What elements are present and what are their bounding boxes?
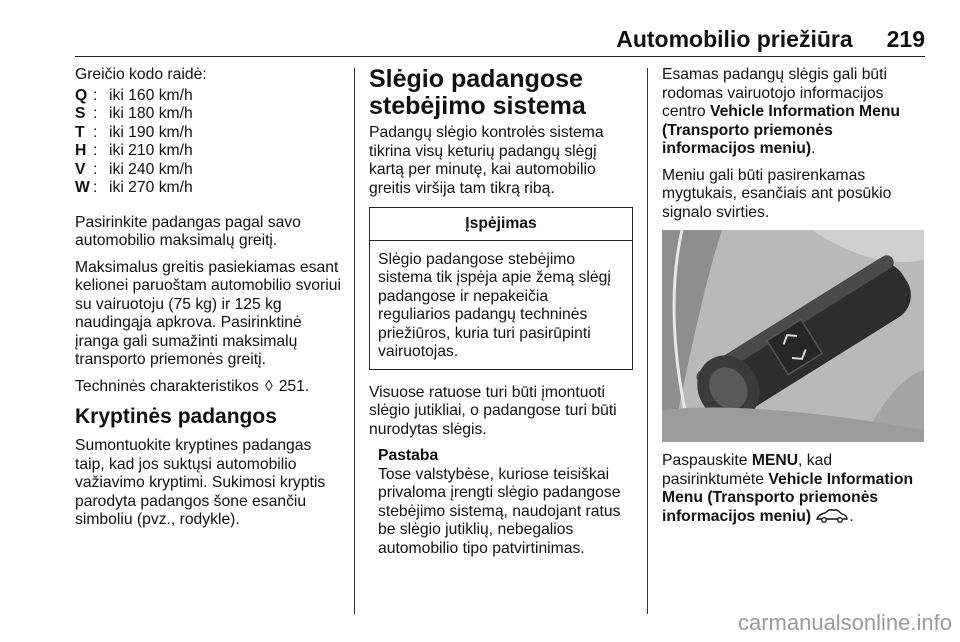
speed-intro: Greičio kodo raidė: (75, 66, 207, 83)
page-header (0, 26, 925, 53)
speed-code: S (75, 105, 86, 122)
page-reference-icon: ◊ (264, 377, 273, 395)
menu-name: Vehicle Information Menu (Transporto priemonės informacijos meniu) (662, 470, 914, 525)
speed-code-row: V : iki 240 km/h (75, 160, 193, 178)
speed-code-row: H : iki 210 km/h (75, 142, 193, 159)
menu-name: Vehicle Information Menu (Transporto priemonės informacijos meniu) (662, 103, 900, 157)
column-divider-1 (354, 68, 355, 614)
warning-box (369, 207, 633, 370)
speed-value: iki 190 km/h (109, 123, 193, 141)
page-reference-link[interactable]: 251. (278, 377, 310, 395)
speed-value: iki 210 km/h (109, 142, 193, 159)
paragraph-max-speed: Maksimalus greitis pasiekiamas esant kelionei paruoštam automobilio svoriui su vairuotoju (75 kg) ir 125 kg naudingąja apkrova. Pasirinktinė įranga gali sumažinti maksimalų transporto priemonės greitį. (75, 258, 341, 368)
column-3 (662, 66, 930, 534)
turn-signal-stalk-photo (662, 230, 924, 442)
speed-code-list (75, 87, 345, 198)
car-icon (815, 509, 849, 523)
paragraph-dic: Esamas padangų slėgis gali būti rodomas vairuotojo informacijos centro Vehicle Information Menu (Transporto priemonės informacijos meniu). (662, 66, 900, 157)
speed-code-row: S : iki 180 km/h (75, 105, 193, 122)
paragraph-directional: Sumontuokite kryptines padangas taip, kad jos suktųsi automobilio važiavimo kryptimi. Sukimosi kryptis parodyta padangos šone esančiu simboliu (pvz., rodykle). (75, 437, 326, 528)
paragraph-menu-press: Paspauskite MENU, kad pasirinktumėte Vehicle Information Menu (Transporto priemonės informacijos meniu) . (662, 452, 914, 525)
column-2 (369, 66, 635, 558)
speed-code: H (75, 142, 87, 159)
speed-code-row: Q : iki 160 km/h (75, 86, 193, 104)
speed-code: W (75, 179, 90, 196)
paragraph-speed-choice: Pasirinkite padangas pagal savo automobilio maksimalų greitį. (75, 213, 301, 249)
header-title: Automobilio priežiūra (616, 26, 853, 52)
header-rule (75, 56, 925, 57)
warning-body: Slėgio padangose stebėjimo sistema tik įspėja apie žemą slėgį padangose ir nepakeičia reguliarios padangų techninės priežiūros, kuria turi pasirūpinti vairuotojas. (378, 250, 611, 360)
speed-value: iki 160 km/h (109, 86, 193, 104)
speed-value: iki 270 km/h (109, 179, 193, 196)
speed-code: Q (75, 86, 88, 104)
speed-code-row: T : iki 190 km/h (75, 123, 193, 141)
column-divider-2 (647, 68, 648, 614)
column-1 (75, 66, 345, 538)
speed-code: V (75, 160, 86, 178)
paragraph-buttons: Meniu gali būti pasirenkamas mygtukais, esančiais ant posūkio signalo svirties. (662, 166, 892, 221)
speed-value: iki 240 km/h (109, 160, 193, 178)
speed-code: T (75, 123, 85, 141)
paragraph-tech-ref: Techninės charakteristikos ◊ 251. (75, 377, 310, 395)
note-body: Tose valstybėse, kuriose teisiškai privaloma įrengti slėgio padangose stebėjimo sistemą, naudojant ratus be slėgio jutiklių, nebegalios automobilio tipo patvirtinimas. (378, 465, 621, 557)
page-number: 219 (886, 26, 925, 52)
note-block (369, 447, 635, 558)
paragraph-sensors: Visuose ratuose turi būti įmontuoti slėgio jutikliai, o padangose turi būti nurodytas slėgis. (369, 383, 617, 438)
watermark: carmanualsonline.info (737, 610, 952, 635)
paragraph-tpms-intro: Padangų slėgio kontrolės sistema tikrina visų keturių padangų slėgį kartą per minutę, kai automobilio greitis viršija tam tikrą ribą. (369, 124, 604, 197)
section-heading-directional: Kryptinės padangos (75, 405, 277, 428)
speed-code-row: W : iki 270 km/h (75, 179, 193, 196)
warning-title: Įspėjimas (370, 208, 632, 241)
speed-value: iki 180 km/h (109, 105, 193, 122)
section-heading-tpms: Slėgio padangose stebėjimo sistema (369, 65, 586, 120)
menu-button-label: MENU (751, 452, 799, 469)
note-title: Pastaba (378, 447, 439, 464)
